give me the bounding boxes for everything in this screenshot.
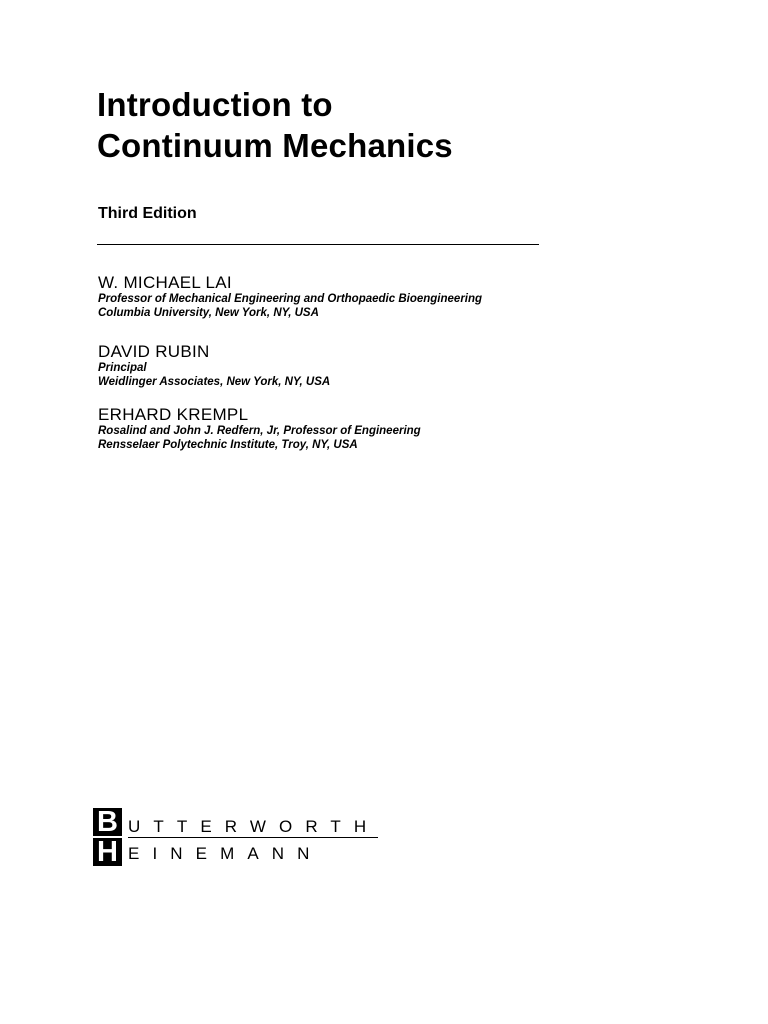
author-affiliation-line: Weidlinger Associates, New York, NY, USA [98, 376, 331, 388]
book-title [97, 84, 453, 166]
logo-divider [128, 837, 378, 838]
author-block-krempl [98, 405, 421, 452]
author-block-lai [98, 273, 482, 320]
logo-initial-b: B [93, 808, 122, 836]
author-affiliation-line: Columbia University, New York, NY, USA [98, 307, 319, 319]
author-name: ERHARD KREMPL [98, 405, 249, 424]
author-affiliation-line: Professor of Mechanical Engineering and Orthopaedic Bioengineering [98, 293, 483, 305]
author-affiliation-line: Principal [98, 362, 147, 374]
author-name: W. MICHAEL LAI [98, 273, 232, 292]
publisher-logo [93, 807, 393, 867]
author-block-rubin [98, 342, 330, 389]
book-title-line-1: Introduction to [97, 86, 333, 123]
logo-word-butterworth: UTTERWORTH [128, 817, 380, 836]
author-affiliation-line: Rosalind and John J. Redfern, Jr, Professor of Engineering [98, 425, 421, 437]
book-title-line-2: Continuum Mechanics [97, 127, 453, 164]
title-divider [97, 244, 539, 245]
logo-initial-h: H [93, 838, 122, 866]
author-name: DAVID RUBIN [98, 342, 210, 361]
logo-word-heinemann: EINEMANN [128, 844, 323, 863]
edition-label: Third Edition [98, 205, 197, 222]
author-affiliation-line: Rensselaer Polytechnic Institute, Troy, NY, USA [98, 439, 358, 451]
